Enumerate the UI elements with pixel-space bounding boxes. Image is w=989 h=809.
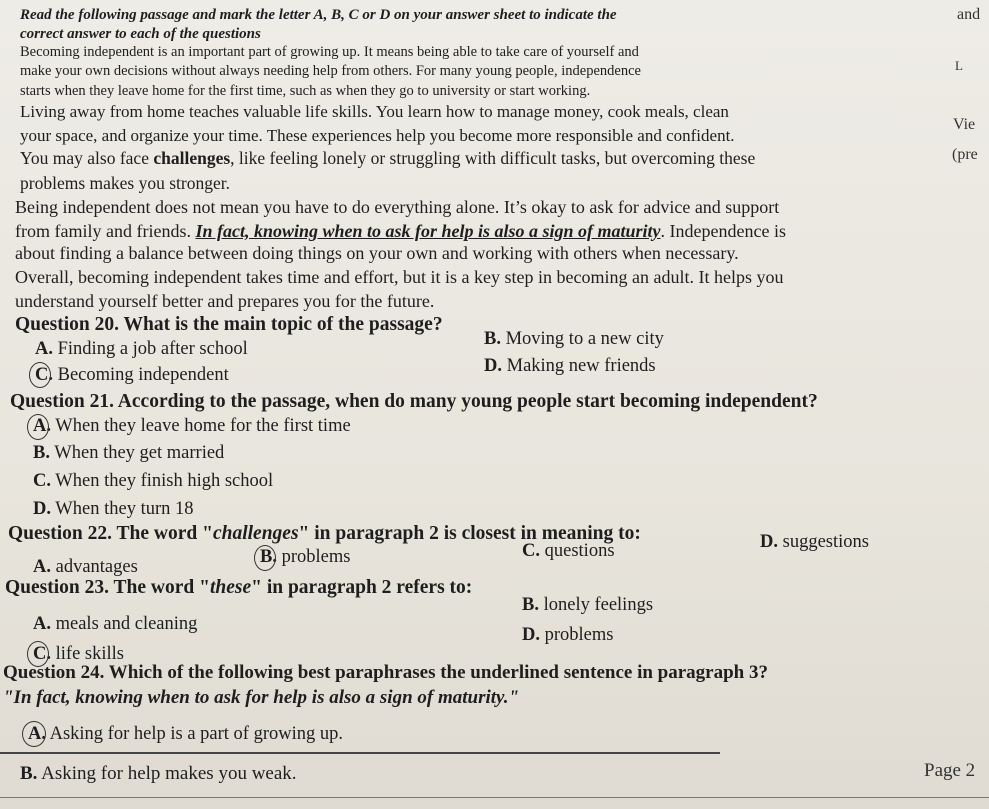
q24-option-b[interactable]: B. Asking for help makes you weak. bbox=[20, 763, 297, 784]
p3-text-a: from family and friends. bbox=[15, 221, 196, 241]
p3-text-c: . Independence is bbox=[660, 221, 786, 241]
passage-p3-line-3: about finding a balance between doing things on your own and working with others when necessary. bbox=[15, 243, 739, 263]
q23-option-c[interactable]: C. life skills bbox=[33, 644, 124, 664]
margin-text-vie: Vie bbox=[953, 116, 976, 133]
p2-keyword-challenges: challenges bbox=[153, 148, 231, 168]
q22-option-a[interactable]: A. advantages bbox=[33, 557, 138, 577]
margin-text-pre: (pre bbox=[952, 146, 978, 163]
passage-p1-line-3: starts when they leave home for the first time, such as when they go to university or start working. bbox=[20, 83, 591, 99]
question-20-title: Question 20. What is the main topic of the passage? bbox=[15, 314, 443, 335]
q20-answer-circle bbox=[29, 362, 51, 388]
passage-p2-line-2: your space, and organize your time. These experiences help you become more responsible and confident. bbox=[20, 126, 735, 145]
margin-text-l: L bbox=[955, 58, 963, 73]
question-21-title: Question 21. According to the passage, when do many young people start becoming independent? bbox=[10, 391, 818, 412]
question-22-title: Question 22. The word "challenges" in paragraph 2 is closest in meaning to: bbox=[8, 523, 641, 544]
q22-option-d[interactable]: D. suggestions bbox=[760, 532, 869, 552]
q21-option-d[interactable]: D. When they turn 18 bbox=[33, 499, 194, 519]
p2-text-c: , like feeling lonely or struggling with difficult tasks, but overcoming these bbox=[230, 148, 756, 168]
q24-quote: "In fact, knowing when to ask for help is also a sign of maturity." bbox=[3, 687, 520, 708]
q22-option-b[interactable]: B. problems bbox=[260, 547, 351, 567]
q22-option-c[interactable]: C. questions bbox=[522, 541, 615, 561]
passage-p3-line-2 bbox=[15, 222, 786, 240]
bottom-edge-line bbox=[0, 797, 989, 798]
passage-p1-line-2: make your own decisions without always needing help from others. For many young people, independence bbox=[20, 63, 641, 79]
question-24-title: Question 24. Which of the following best paraphrases the underlined sentence in paragraph 3? bbox=[3, 662, 768, 683]
q21-option-b[interactable]: B. When they get married bbox=[33, 443, 225, 463]
page-number: Page 2 bbox=[924, 760, 976, 781]
q23-option-d[interactable]: D. problems bbox=[522, 625, 614, 645]
p3-underlined-sentence: In fact, knowing when to ask for help is also a sign of maturity bbox=[195, 221, 661, 241]
q20-option-b[interactable]: B. Moving to a new city bbox=[484, 329, 664, 349]
question-23-title: Question 23. The word "these" in paragraph 2 refers to: bbox=[5, 577, 473, 598]
q23-option-b[interactable]: B. lonely feelings bbox=[522, 595, 654, 615]
p2-text-a: You may also face bbox=[20, 148, 154, 168]
passage-p4-line-2: understand yourself better and prepares you for the future. bbox=[15, 291, 435, 311]
fold-line bbox=[0, 752, 720, 754]
q21-option-a[interactable]: A. When they leave home for the first time bbox=[33, 416, 351, 436]
q21-option-c[interactable]: C. When they finish high school bbox=[33, 471, 274, 491]
passage-p3-line-1: Being independent does not mean you have to do everything alone. It’s okay to ask for advice and support bbox=[15, 197, 780, 217]
q20-option-a[interactable]: A. Finding a job after school bbox=[35, 339, 248, 359]
q24-option-a[interactable]: A. Asking for help is a part of growing up. bbox=[28, 724, 343, 744]
margin-text-and: and bbox=[957, 6, 981, 23]
passage-p1-line-1: Becoming independent is an important part of growing up. It means being able to take care of yourself and bbox=[20, 44, 639, 60]
passage-p2-line-3 bbox=[20, 150, 755, 168]
passage-p4-line-1: Overall, becoming independent takes time and effort, but it is a key step in becoming an adult. It helps you bbox=[15, 267, 784, 287]
q20-option-c[interactable]: C. Becoming independent bbox=[35, 365, 229, 385]
passage-p2-line-4: problems makes you stronger. bbox=[20, 173, 230, 193]
q22-answer-circle bbox=[254, 545, 276, 571]
q21-answer-circle bbox=[27, 414, 49, 440]
q23-option-a[interactable]: A. meals and cleaning bbox=[33, 614, 198, 634]
q24-answer-circle bbox=[22, 721, 46, 747]
instructions-line-1: Read the following passage and mark the letter A, B, C or D on your answer sheet to indicate the bbox=[20, 7, 617, 23]
q20-option-d[interactable]: D. Making new friends bbox=[484, 356, 656, 376]
instructions-line-2: correct answer to each of the questions bbox=[20, 26, 261, 42]
q22-keyword: challenges bbox=[212, 523, 299, 544]
passage-p2-line-1: Living away from home teaches valuable life skills. You learn how to manage money, cook meals, clean bbox=[20, 102, 729, 121]
q23-keyword: these bbox=[209, 577, 252, 598]
